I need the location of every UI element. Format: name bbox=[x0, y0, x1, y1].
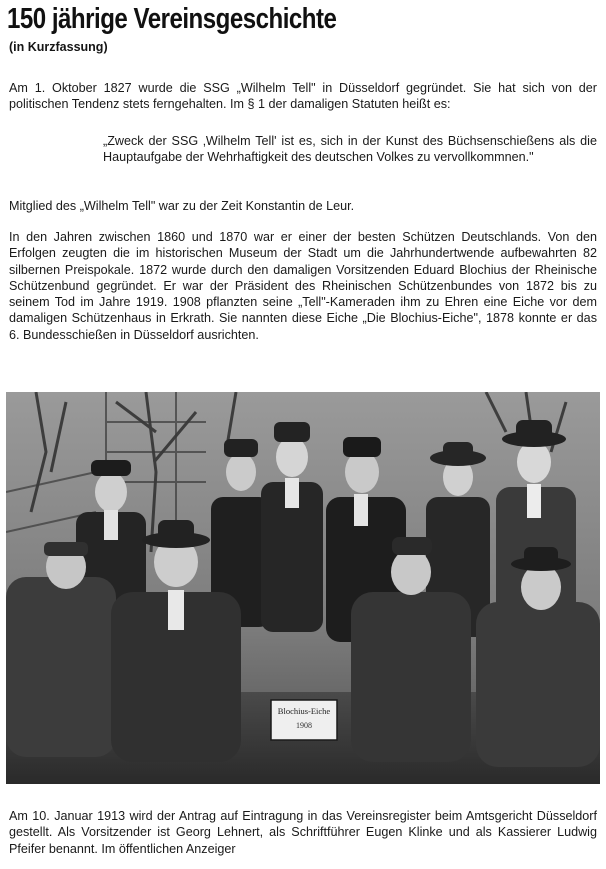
statute-quote: „Zweck der SSG ‚Wilhelm Tell' ist es, sich in der Kunst des Büchsenschießens als die Hauptaufgabe der Wehrhaftigkeit des deutschen Volkes zu vervollkommnen." bbox=[103, 134, 597, 165]
sign-line-2: 1908 bbox=[296, 721, 312, 730]
paragraph-history: In den Jahren zwischen 1860 und 1870 war er einer der besten Schützen Deutschlands. Von den Erfolgen zeugten die im historischen Museum der Stadt um die Jahrhundertwende aufbewahrten 82 silbernen Preispokale. 1872 wurde durch den damaligen Vorsitzenden Eduard Blochius der Rheinische Schützenbund gegründet. Er war der Präsident des Rheinischen Schützenbundes von 1872 bis zu seinem Tod im Jahre 1919. 1908 pflanzten seine „Tell"-Kameraden ihm zu Ehren eine Eiche vor dem damaligen Schützenhaus in Erkrath. Sie nannten diese Eiche „Die Blochius-Eiche", 1878 konnte er das 6. Bundesschießen in Düsseldorf ausrichten. bbox=[9, 230, 597, 342]
historical-group-photo bbox=[6, 392, 600, 784]
paragraph-member: Mitglied des „Wilhelm Tell" war zu der Zeit Konstantin de Leur. bbox=[9, 199, 355, 213]
paragraph-register: Am 10. Januar 1913 wird der Antrag auf Eintragung in das Vereinsregister beim Amtsgericht Düsseldorf gestellt. Als Vorsitzender ist Georg Lehnert, als Schriftführer Eugen Klinke und als Kassierer Ludwig Pfeifer benannt. Im öffentlichen Anzeiger bbox=[9, 809, 597, 856]
page-title: 150 jährige Vereinsgeschichte bbox=[7, 3, 337, 35]
blochius-eiche-sign bbox=[271, 700, 337, 740]
paragraph-founding: Am 1. Oktober 1827 wurde die SSG „Wilhelm Tell" in Düsseldorf gegründet. Sie hat sich von der politischen Tendenz stets ferngehalten. Im § 1 der damaligen Statuten heißt es: bbox=[9, 81, 597, 112]
sign-line-1: Blochius-Eiche bbox=[277, 706, 331, 716]
page-subtitle: (in Kurzfassung) bbox=[9, 40, 108, 54]
